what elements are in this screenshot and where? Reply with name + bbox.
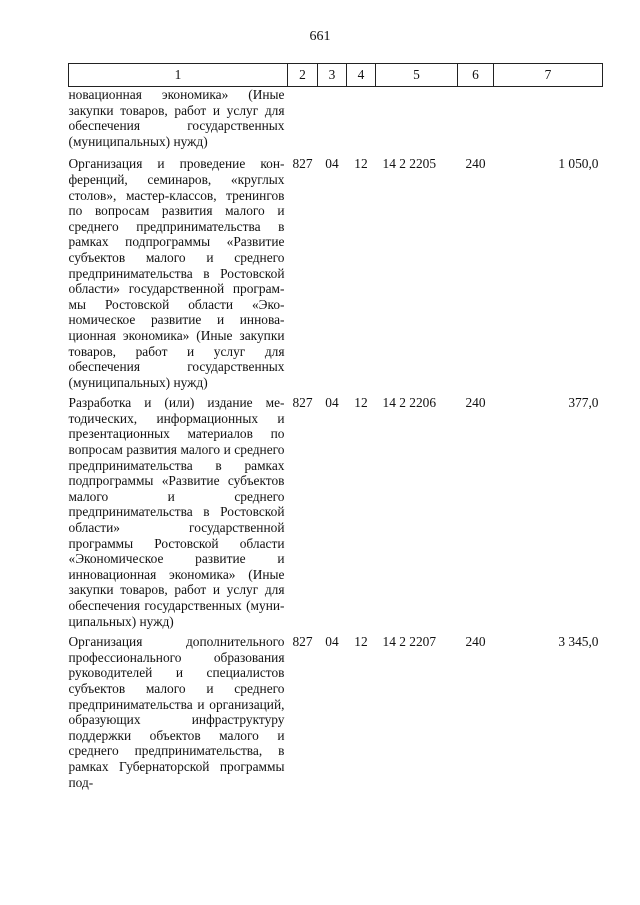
row-description: Разработка и (или) издание методических, информационных и презентационных материалов по вопросам развития малого и среднего предпринимательства в рамках подпрограммы «Развитие субъектов малого и среднего предпринимательства в Ростовской области» государственной программы Ростовской области «Экономическое развитие и инновационная экономика» (Иные закупки товаров, работ и услуг для обеспечения государственных (муниципальных) нужд) [68, 395, 285, 629]
row-section: 04 [325, 634, 339, 650]
header-col-4: 4 [347, 64, 376, 87]
budget-table [68, 63, 603, 795]
row-section: 04 [325, 395, 339, 411]
table-row [69, 156, 603, 395]
row-expense-type: 240 [465, 634, 486, 650]
header-col-2: 2 [288, 64, 318, 87]
row-subsection: 12 [354, 634, 368, 650]
row-amount: 3 345,0 [558, 634, 599, 650]
row-amount: 1 050,0 [558, 156, 599, 172]
continuation-text: новационная экономика» (Иные закупки товаров, работ и услуг для обеспечения государственных (муниципальных) нужд) [68, 87, 285, 149]
table-row [69, 395, 603, 634]
table-row [69, 634, 603, 795]
row-ministry: 827 [292, 634, 313, 650]
row-expense-type: 240 [465, 395, 486, 411]
row-target: 14 2 2207 [382, 634, 437, 650]
row-ministry: 827 [292, 156, 313, 172]
row-ministry: 827 [292, 395, 313, 411]
row-expense-type: 240 [465, 156, 486, 172]
row-subsection: 12 [354, 156, 368, 172]
continuation-row [69, 87, 603, 157]
header-col-1: 1 [69, 64, 288, 87]
row-target: 14 2 2206 [382, 395, 437, 411]
header-col-5: 5 [376, 64, 458, 87]
row-subsection: 12 [354, 395, 368, 411]
row-description: Организация и проведение конференций, семинаров, «круглых столов», мастер-классов, тренингов по вопросам развития малого и среднего предпринимательства в рамках подпрограммы «Развитие субъектов малого и среднего предпринимательства в Ростовской области» государственной программы Ростовской области «Экономическое развитие и инновационная экономика» (Иные закупки товаров, работ и услуг для обеспечения государственных (муниципальных) нужд) [68, 156, 285, 390]
row-description: Организация дополнительного профессионального образования руководителей и специалистов субъектов малого и среднего предпринимательства и организаций, образующих инфраструктуру поддержки объектов малого и среднего предпринимательства, в рамках Губернаторской программы под- [68, 634, 285, 790]
header-col-6: 6 [458, 64, 494, 87]
row-amount: 377,0 [568, 395, 599, 411]
table-header-row [69, 64, 603, 87]
header-col-7: 7 [494, 64, 603, 87]
row-target: 14 2 2205 [382, 156, 437, 172]
row-section: 04 [325, 156, 339, 172]
header-col-3: 3 [318, 64, 347, 87]
page-number: 661 [309, 29, 331, 44]
